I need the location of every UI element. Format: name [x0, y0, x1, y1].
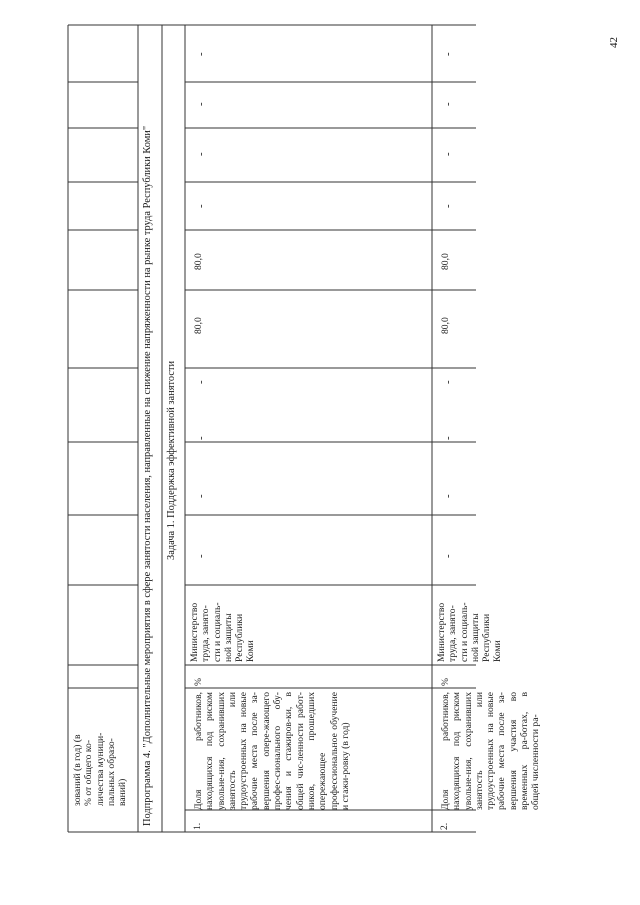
- row-2-value-4: -: [442, 380, 454, 384]
- row-1-number: 1.: [192, 822, 203, 830]
- row-1-value-2: -: [195, 494, 207, 498]
- row-1-value-4: -: [195, 380, 207, 384]
- row-1-value-8: -: [195, 152, 207, 156]
- top-row-indicator-text: зований (в год) (в % от общего ко- личества муници- пальных образо- ваний): [72, 732, 129, 806]
- row-2-number: 2.: [439, 822, 450, 830]
- row-2-value-7: -: [442, 204, 454, 208]
- row-2-value-5: 80,0: [440, 317, 451, 334]
- row-1-value-10: -: [195, 52, 207, 56]
- row-2-value-9: -: [442, 102, 454, 106]
- row-2-unit: %: [440, 678, 451, 686]
- row-2-value-2: -: [442, 494, 454, 498]
- page-number: 42: [608, 37, 620, 48]
- row-1-value-3: -: [195, 436, 207, 440]
- row-2-value-6: 80,0: [440, 253, 451, 270]
- row-1-indicator: Доля работников, находящихся под риском увольне-ния, сохранивших занятость или трудоустроенных на новые рабочие места после за-вершения опере-жающего профес-сионального обу-чения и стажиров-ки, в общей чис-ленности работ-ников, прошедших опережающее профессиональное обучение и стажи-ровку (в год): [193, 692, 351, 810]
- row-1-value-7: -: [195, 204, 207, 208]
- row-2-value-10: -: [442, 52, 454, 56]
- row-1-unit: %: [193, 678, 204, 686]
- row-2-value-1: -: [442, 554, 454, 558]
- row-1-value-1: -: [195, 554, 207, 558]
- row-2-value-8: -: [442, 152, 454, 156]
- row-1-value-9: -: [195, 102, 207, 106]
- row-1-responsible: Министерство труда, занято- сти и социаль- ной защиты Республики Коми: [189, 602, 257, 662]
- subprogram-title: Подпрограмма 4. "Дополнительные мероприятия в сфере занятости населения, направленные на снижение напряженности на рынке труда Республики Коми": [142, 125, 153, 826]
- task-title: Задача 1. Поддержка эффективной занятости: [166, 360, 177, 560]
- row-2-value-3: -: [442, 436, 454, 440]
- row-2-indicator: Доля работников, находящихся под риском увольне-ния, сохранивших занятость или трудоустроенных на новые рабочие места после за-вершения участия во временных ра-ботах, в общей численности ра-: [440, 692, 542, 810]
- row-1-value-5: 80,0: [193, 317, 204, 334]
- row-2-responsible: Министерство труда, занято- сти и социаль- ной защиты Республики Коми: [436, 602, 504, 662]
- row-1-value-6: 80,0: [193, 253, 204, 270]
